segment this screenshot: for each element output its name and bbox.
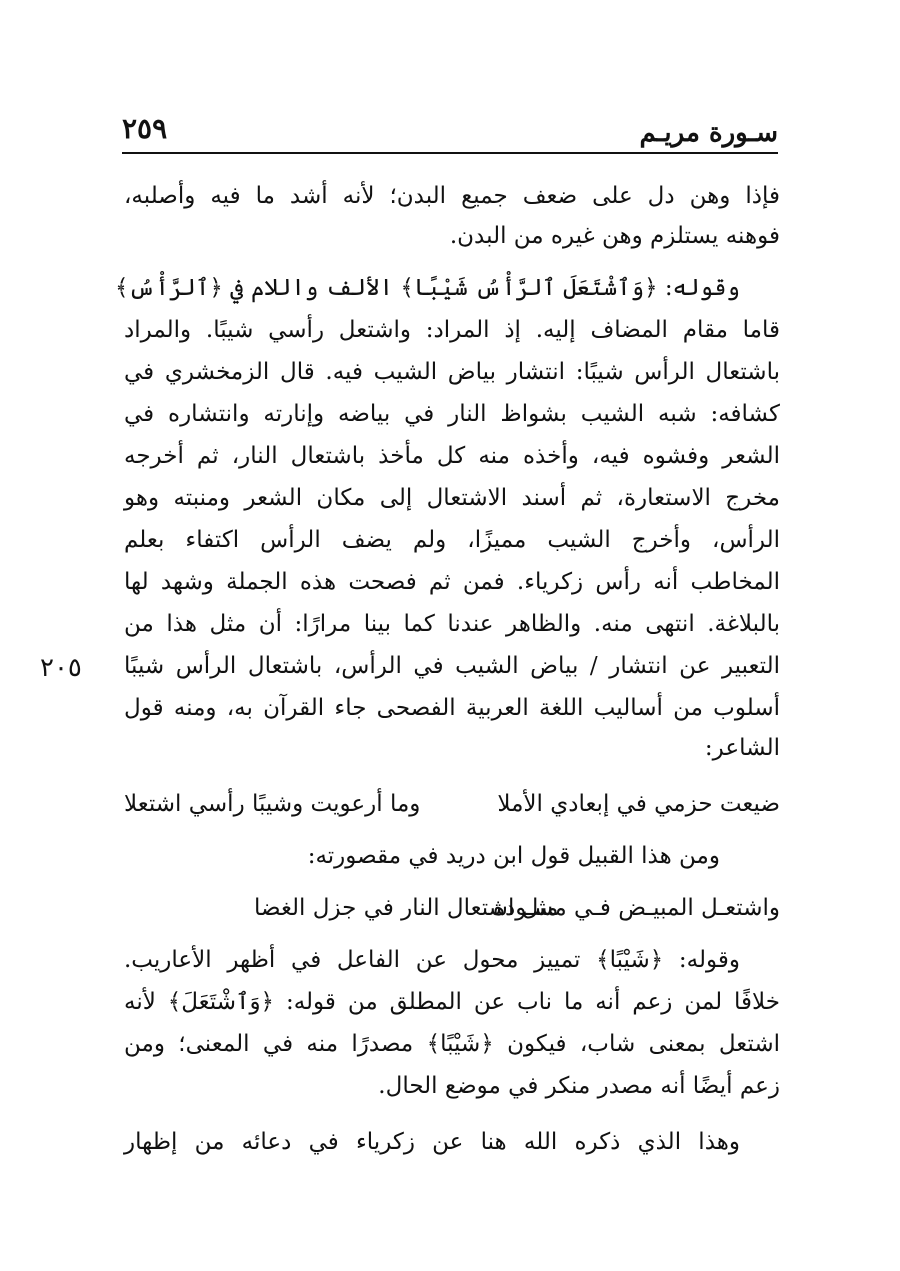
text-line: أسلوب من أساليب اللغة العربية الفصحى جاء القرآن به، ومنه قول bbox=[124, 695, 780, 721]
text-line: الشاعر: bbox=[704, 735, 780, 761]
text-line: بالبلاغة. انتهى منه. والظاهر عندنا كما بينا مرارًا: أن مثل هذا من bbox=[124, 611, 780, 637]
text-line: الرأس، وأخرج الشيب مميزًا، ولم يضف الرأس اكتفاء بعلم bbox=[124, 527, 780, 553]
text-line: فإذا وهن دل على ضعف جميع البدن؛ لأنه أشد ما فيه وأصلبه، bbox=[124, 183, 780, 209]
verse-second-hemistich: مثل اشتعال النار في جزل الغضا bbox=[254, 895, 559, 921]
text-line: ومن هذا القبيل قول ابن دريد في مقصورته: bbox=[307, 843, 720, 869]
text-line: وقوله: ﴿وَٱشْتَعَلَ ٱلرَّأْسُ شَيْبًا﴾ الألف واللام في ﴿ٱلرَّأْسُ﴾ bbox=[115, 275, 740, 301]
text-line: الشعر وفشوه فيه، وأخذه منه كل مأخذ باشتعال النار، ثم أخرجه bbox=[124, 443, 780, 469]
margin-page-number: ٢٠٥ bbox=[40, 653, 82, 683]
text-line: المخاطب أنه رأس زكرياء. فمن ثم فصحت هذه الجملة وشهد لها bbox=[124, 569, 780, 595]
page-number: ٢٥٩ bbox=[122, 112, 168, 145]
text-line: مخرج الاستعارة، ثم أسند الاشتعال إلى مكان الشعر ومنبته وهو bbox=[124, 485, 780, 511]
text-line: قاما مقام المضاف إليه. إذ المراد: واشتعل رأسي شيبًا. والمراد bbox=[124, 317, 780, 343]
verse-second-hemistich: وما أرعويت وشيبًا رأسي اشتعلا bbox=[124, 791, 421, 817]
text-line: اشتعل بمعنى شاب، فيكون ﴿شَيْبًا﴾ مصدرًا منه في المعنى؛ ومن bbox=[124, 1031, 780, 1057]
text-line: زعم أيضًا أنه مصدر منكر في موضع الحال. bbox=[378, 1073, 780, 1099]
poetry-verse bbox=[124, 888, 780, 928]
text-line: وقوله: ﴿شَيْبًا﴾ تمييز محول عن الفاعل في أظهر الأعاريب. bbox=[124, 947, 740, 973]
verse-first-hemistich: واشتعـل المبيـض فـي مسـوده bbox=[492, 895, 780, 921]
text-line: وهذا الذي ذكره الله هنا عن زكرياء في دعائه من إظهار bbox=[124, 1129, 740, 1155]
surah-title: سـورة مريـم bbox=[639, 118, 778, 148]
verse-first-hemistich: ضيعت حزمي في إبعادي الأملا bbox=[497, 791, 780, 817]
poetry-verse bbox=[124, 784, 780, 824]
text-line: فوهنه يستلزم وهن غيره من البدن. bbox=[449, 223, 780, 249]
text-line: خلافًا لمن زعم أنه ما ناب عن المطلق من قوله: ﴿وَٱشْتَعَلَ﴾ لأنه bbox=[124, 989, 780, 1015]
page-header bbox=[122, 112, 778, 154]
text-line: كشافه: شبه الشيب بشواظ النار في بياضه وإنارته وانتشاره في bbox=[124, 401, 780, 427]
text-line: التعبير عن انتشار / بياض الشيب في الرأس، باشتعال الرأس شيبًا bbox=[124, 653, 780, 679]
text-line: باشتعال الرأس شيبًا: انتشار بياض الشيب فيه. قال الزمخشري في bbox=[124, 359, 780, 385]
